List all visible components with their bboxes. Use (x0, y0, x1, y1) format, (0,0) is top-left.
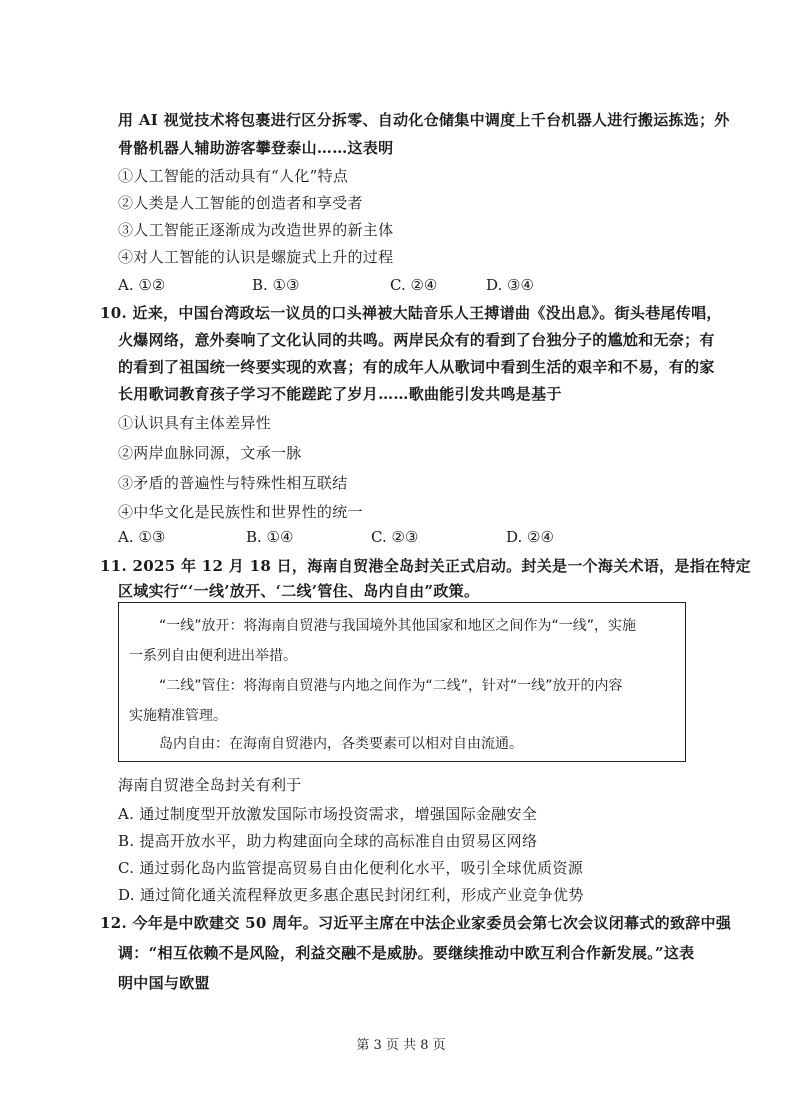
page-footer: 第 3 页 共 8 页 (356, 1038, 446, 1053)
q10-option-c: C. ②③ (371, 528, 419, 546)
q10-statement-3: ③矛盾的普遍性与特殊性相互联结 (118, 474, 348, 492)
box-line-2: 一系列自由便利进出举措。 (129, 648, 297, 664)
q12-stem-line-1: 12. 今年是中欧建交 50 周年。习近平主席在中法企业家委员会第七次会议闭幕式的致辞中强 (100, 914, 732, 932)
q10-statement-4: ④中华文化是民族性和世界性的统一 (118, 503, 363, 521)
q10-statement-2: ②两岸血脉同源，文承一脉 (118, 444, 302, 462)
q10-statement-1: ①认识具有主体差异性 (118, 414, 272, 432)
q11-option-b: B. 提高开放水平，助力构建面向全球的高标准自由贸易区网络 (118, 832, 538, 850)
q10-option-b: B. ①④ (246, 528, 294, 546)
q9-statement-4: ④对人工智能的认识是螺旋式上升的过程 (118, 248, 394, 266)
q9-statement-1: ①人工智能的活动具有“人化”特点 (118, 167, 349, 185)
q10-option-d: D. ②④ (506, 528, 554, 546)
q11-stem-line-1: 11. 2025 年 12 月 18 日，海南自贸港全岛封关正式启动。封关是一个海关术语，是指在特定 (100, 557, 751, 575)
q10-option-a: A. ①③ (118, 528, 166, 546)
box-line-1: “一线”放开：将海南自贸港与我国境外其他国家和地区之间作为“一线”，实施 (159, 618, 637, 634)
q9-stem-line-2: 骨骼机器人辅助游客攀登泰山……这表明 (118, 139, 394, 157)
q11-option-a: A. 通过制度型开放激发国际市场投资需求，增强国际金融安全 (118, 805, 538, 823)
q10-stem-line-4: 长用歌词教育孩子学习不能蹉跎了岁月……歌曲能引发共鸣是基于 (118, 385, 562, 403)
q10-stem-line-1: 10. 近来，中国台湾政坛一议员的口头禅被大陆音乐人王搏谱曲《没出息》。街头巷尾传唱， (100, 304, 722, 322)
q11-option-d: D. 通过简化通关流程释放更多惠企惠民封闭红利，形成产业竞争优势 (118, 886, 584, 904)
q11-stem-line-2: 区域实行“‘一线’放开、‘二线’管住、岛内自由”政策。 (118, 582, 480, 600)
q12-stem-line-2: 调：“相互依赖不是风险，利益交融不是威胁。要继续推动中欧互利合作新发展。”这表 (118, 944, 695, 962)
box-line-4: 实施精准管理。 (129, 708, 227, 724)
q12-stem-line-3: 明中国与欧盟 (118, 974, 210, 992)
q11-lead: 海南自贸港全岛封关有利于 (118, 776, 302, 794)
q9-statement-2: ②人类是人工智能的创造者和享受者 (118, 194, 363, 212)
box-line-5: 岛内自由：在海南自贸港内，各类要素可以相对自由流通。 (159, 736, 523, 752)
q11-option-c: C. 通过弱化岛内监管提高贸易自由化便利化水平，吸引全球优质资源 (118, 859, 584, 877)
q9-option-a: A. ①② (118, 276, 166, 294)
q10-stem-line-2: 火爆网络，意外奏响了文化认同的共鸣。两岸民众有的看到了台独分子的尴尬和无奈；有 (118, 331, 715, 349)
q9-statement-3: ③人工智能正逐渐成为改造世界的新主体 (118, 221, 394, 239)
q11-material-box (118, 602, 686, 762)
box-line-3: “二线”管住：将海南自贸港与内地之间作为“二线”，针对“一线”放开的内容 (159, 678, 623, 694)
q10-stem-line-3: 的看到了祖国统一终要实现的欢喜；有的成年人从歌词中看到生活的艰辛和不易，有的家 (118, 358, 715, 376)
q9-option-b: B. ①③ (252, 276, 300, 294)
q9-stem-line-1: 用 AI 视觉技术将包裹进行区分拆零、自动化仓储集中调度上千台机器人进行搬运拣选；外 (118, 111, 730, 129)
q9-option-c: C. ②④ (390, 276, 438, 294)
q9-option-d: D. ③④ (486, 276, 534, 294)
